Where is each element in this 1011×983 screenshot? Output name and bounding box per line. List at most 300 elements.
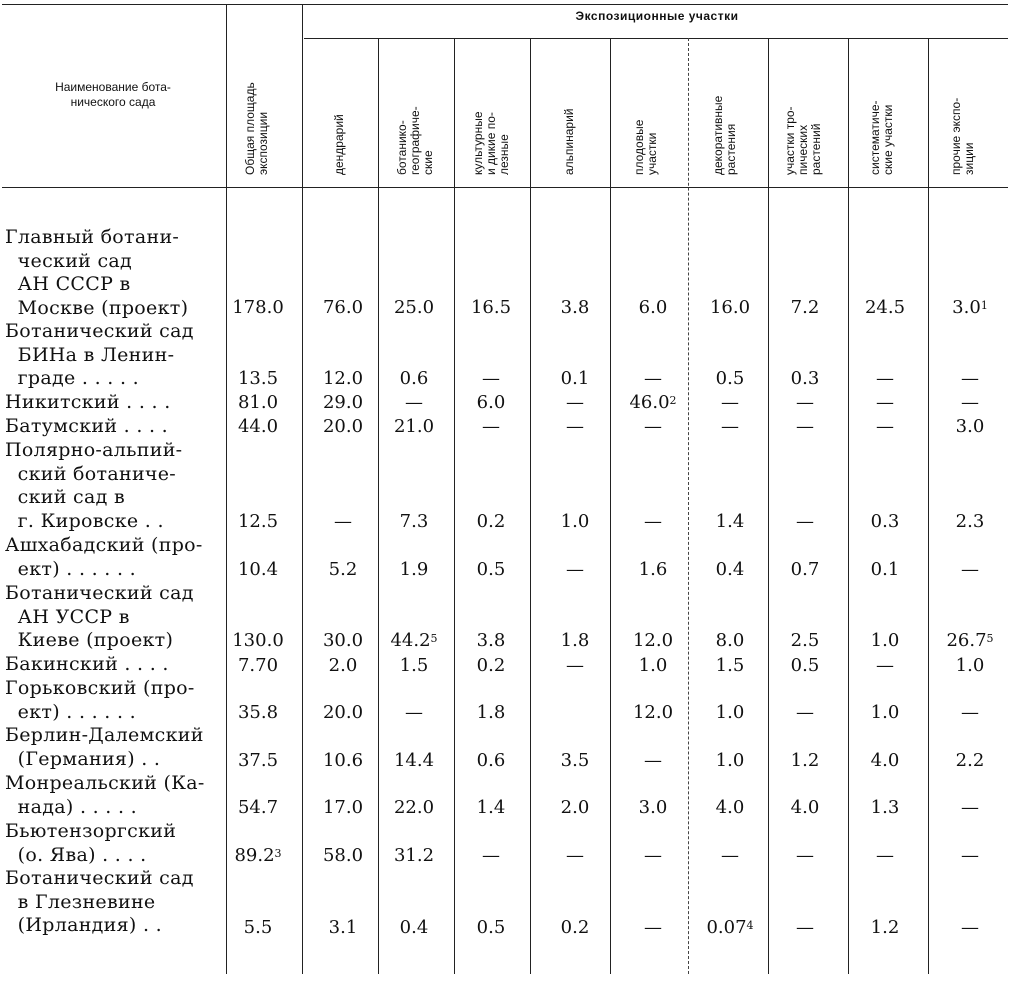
table-cell [306, 393, 380, 413]
cell-value: — [876, 655, 894, 676]
cell-value: — [644, 845, 662, 866]
cell-value: 1.2 [870, 917, 900, 938]
col-divider-6 [610, 38, 611, 974]
table-cell [377, 631, 451, 651]
cell-value: — [721, 845, 739, 866]
cell-value: 46.0 [629, 392, 670, 413]
cell-value: 7.2 [790, 297, 820, 318]
table-cell [221, 798, 295, 818]
table-cell [933, 298, 1007, 318]
table-cell [221, 298, 295, 318]
table-cell [454, 417, 528, 437]
table-cell [616, 798, 690, 818]
cell-value: 1.0 [560, 511, 590, 532]
table-cell [933, 751, 1007, 771]
cell-value: 0.3 [870, 511, 900, 532]
table-cell [454, 369, 528, 389]
cell-value: 12.0 [632, 630, 674, 651]
cell-value: 3.0 [952, 297, 981, 318]
section-header-botgeo: ботанико- географиче- ские [395, 106, 435, 175]
total-area-header: Общая площадь экспозиции [243, 82, 270, 175]
table-cell [693, 417, 767, 437]
cell-value: — [961, 559, 979, 580]
table-cell [933, 560, 1007, 580]
cell-value: — [876, 845, 894, 866]
cell-value: 130.0 [232, 630, 284, 651]
cell-value: 2.2 [955, 750, 985, 771]
header-bottom-rule [2, 187, 1008, 188]
table-cell [538, 393, 612, 413]
cell-value: — [796, 392, 814, 413]
cell-value: 7.70 [237, 655, 279, 676]
cell-value: 6.0 [638, 297, 668, 318]
cell-value: 10.6 [322, 750, 364, 771]
table-cell [848, 560, 922, 580]
table-cell [768, 369, 842, 389]
section-header-tropical: участки тро- пических растений [783, 106, 823, 175]
table-cell [933, 846, 1007, 866]
table-cell [616, 751, 690, 771]
cell-value: 1.0 [870, 630, 900, 651]
table-cell [848, 798, 922, 818]
cell-value: — [721, 392, 739, 413]
cell-value: 21.0 [393, 416, 435, 437]
table-cell [693, 751, 767, 771]
cell-value: 0.2 [560, 917, 590, 938]
cell-value: 6.0 [476, 392, 506, 413]
cell-value: 1.5 [399, 655, 429, 676]
garden-name-ashkhabad: Ашхабадский (про- ект) . . . . . . [5, 534, 203, 580]
garden-name-buitenzorg: Бьютензоргский (о. Ява) . . . . [5, 820, 177, 866]
table-cell [221, 369, 295, 389]
table-cell [693, 703, 767, 723]
table-cell [538, 369, 612, 389]
table-cell [306, 656, 380, 676]
cell-value: 4.0 [790, 797, 820, 818]
cell-value: — [334, 511, 352, 532]
cell-value: 5.2 [328, 559, 358, 580]
table-cell [693, 298, 767, 318]
table-cell [768, 631, 842, 651]
cell-value: 1.0 [870, 702, 900, 723]
table-cell [848, 298, 922, 318]
table-cell [616, 846, 690, 866]
cell-value: 22.0 [393, 797, 435, 818]
col-divider-1 [226, 4, 227, 974]
table-cell [454, 393, 528, 413]
garden-name-batumi: Батумский . . . . [5, 415, 169, 437]
table-cell [933, 631, 1007, 651]
col-divider-2 [302, 4, 303, 974]
table-cell [848, 512, 922, 532]
table-cell [848, 369, 922, 389]
cell-value: — [482, 845, 500, 866]
table-cell [377, 656, 451, 676]
table-cell [306, 560, 380, 580]
cell-value: — [961, 917, 979, 938]
table-cell [848, 393, 922, 413]
table-cell [933, 918, 1007, 938]
table-cell [221, 918, 295, 938]
table-cell [768, 798, 842, 818]
footnote-mark: 1 [980, 299, 988, 312]
cell-value: 1.0 [955, 655, 985, 676]
cell-value: — [566, 559, 584, 580]
cell-value: 25.0 [393, 297, 435, 318]
table-cell [933, 703, 1007, 723]
table-cell [377, 846, 451, 866]
section-header-alpinarium: альпинарий [562, 108, 576, 175]
footnote-mark: 5 [430, 632, 438, 645]
cell-value: 12.5 [237, 511, 279, 532]
table-cell [848, 918, 922, 938]
table-cell [693, 631, 767, 651]
cell-value: — [961, 368, 979, 389]
col-divider-7 [688, 38, 689, 974]
cell-value: — [644, 750, 662, 771]
section-header-other: прочие экспо- зиции [949, 97, 976, 175]
table-cell [221, 751, 295, 771]
cell-value: 4.0 [870, 750, 900, 771]
cell-value: — [644, 368, 662, 389]
table-cell [768, 393, 842, 413]
section-header-dendrarium: дендрарий [332, 114, 346, 175]
section-header-decorative: декоративные растения [711, 95, 738, 175]
table-cell [933, 417, 1007, 437]
cell-value: 0.3 [790, 368, 820, 389]
cell-value: 44.2 [390, 630, 431, 651]
table-cell [221, 846, 295, 866]
table-cell [933, 393, 1007, 413]
cell-value: 35.8 [237, 702, 279, 723]
table-cell [221, 560, 295, 580]
cell-value: 3.8 [560, 297, 590, 318]
garden-name-gorky: Горьковский (про- ект) . . . . . . [5, 677, 195, 723]
table-cell [616, 918, 690, 938]
cell-value: — [721, 416, 739, 437]
cell-value: 0.4 [399, 917, 429, 938]
col-divider-5 [530, 38, 531, 974]
cell-value: 1.6 [638, 559, 668, 580]
cell-value: — [482, 368, 500, 389]
table-cell [454, 631, 528, 651]
table-cell [454, 798, 528, 818]
footnote-mark: 2 [669, 394, 677, 407]
table-cell [306, 417, 380, 437]
cell-value: 0.6 [476, 750, 506, 771]
table-cell [616, 703, 690, 723]
garden-name-berlin: Берлин-Далемский (Германия) . . [5, 724, 204, 770]
cell-value: 2.5 [790, 630, 820, 651]
table-cell [377, 393, 451, 413]
cell-value: 17.0 [322, 797, 364, 818]
cell-value: 14.4 [393, 750, 435, 771]
table-cell [693, 369, 767, 389]
cell-value: — [876, 368, 894, 389]
cell-value: 0.1 [560, 368, 590, 389]
garden-name-nikitsky: Никитский . . . . [5, 391, 171, 413]
table-cell [306, 798, 380, 818]
col-divider-3 [378, 38, 379, 974]
table-cell [538, 656, 612, 676]
garden-name-kirovsk: Полярно-альпий- ский ботаниче- ский сад в г. Кировске . . [5, 439, 183, 532]
table-cell [538, 417, 612, 437]
table-cell [538, 798, 612, 818]
cell-value: 1.9 [399, 559, 429, 580]
cell-value: — [566, 845, 584, 866]
cell-value: 0.6 [399, 368, 429, 389]
table-cell [306, 751, 380, 771]
cell-value: 3.1 [328, 917, 358, 938]
cell-value: 31.2 [393, 845, 435, 866]
cell-value: — [644, 511, 662, 532]
table-cell [848, 631, 922, 651]
table-cell [693, 393, 767, 413]
table-cell [377, 560, 451, 580]
cell-value: 8.0 [715, 630, 745, 651]
section-header-systematic: систематиче- ские участки [868, 100, 895, 175]
table-cell [454, 703, 528, 723]
cell-value: 10.4 [237, 559, 279, 580]
table-cell [454, 656, 528, 676]
cell-value: — [796, 511, 814, 532]
table-cell [538, 846, 612, 866]
table-cell [377, 703, 451, 723]
cell-value: 13.5 [237, 368, 279, 389]
cell-value: 1.8 [560, 630, 590, 651]
cell-value: 20.0 [322, 702, 364, 723]
footnote-mark: 5 [986, 632, 994, 645]
cell-value: — [961, 702, 979, 723]
cell-value: — [405, 392, 423, 413]
cell-value: — [796, 917, 814, 938]
table-cell [306, 918, 380, 938]
table-cell [848, 656, 922, 676]
table-cell [454, 560, 528, 580]
table-cell [454, 751, 528, 771]
cell-value: 3.0 [638, 797, 668, 818]
group-header-rule [304, 38, 1008, 39]
cell-value: — [405, 702, 423, 723]
table-cell [306, 703, 380, 723]
table-cell [768, 703, 842, 723]
table-cell [538, 298, 612, 318]
cell-value: — [566, 392, 584, 413]
cell-value: 2.0 [560, 797, 590, 818]
table-cell [768, 417, 842, 437]
cell-value: — [566, 416, 584, 437]
group-header: Экспозиционные участки [575, 9, 739, 23]
table-cell [377, 751, 451, 771]
table-cell [538, 560, 612, 580]
cell-value: 20.0 [322, 416, 364, 437]
cell-value: 30.0 [322, 630, 364, 651]
table-cell [693, 846, 767, 866]
table-cell [848, 846, 922, 866]
table-cell [933, 512, 1007, 532]
col-divider-10 [928, 38, 929, 974]
cell-value: 3.0 [955, 416, 985, 437]
table-cell [306, 369, 380, 389]
cell-value: 29.0 [322, 392, 364, 413]
name-column-header: Наименование бота- нического сада [55, 80, 171, 109]
table-cell [616, 560, 690, 580]
cell-value: 7.3 [399, 511, 429, 532]
table-cell [616, 417, 690, 437]
table-cell [538, 512, 612, 532]
table-cell [933, 798, 1007, 818]
cell-value: 76.0 [322, 297, 364, 318]
garden-name-moscow: Главный ботани- ческий сад АН СССР в Москве (проект) [5, 226, 189, 319]
cell-value: — [644, 416, 662, 437]
cell-value: 16.5 [470, 297, 512, 318]
cell-value: 26.7 [946, 630, 987, 651]
table-cell [221, 656, 295, 676]
cell-value: 0.2 [476, 655, 506, 676]
cell-value: 0.5 [790, 655, 820, 676]
table-cell [933, 656, 1007, 676]
table-cell [377, 417, 451, 437]
table-cell [848, 751, 922, 771]
table-cell [538, 751, 612, 771]
table-top-rule [2, 4, 1008, 5]
table-cell [616, 393, 690, 413]
table-cell [221, 631, 295, 651]
cell-value: 24.5 [864, 297, 906, 318]
cell-value: — [482, 416, 500, 437]
cell-value: — [644, 917, 662, 938]
cell-value: 0.1 [870, 559, 900, 580]
cell-value: — [796, 845, 814, 866]
cell-value: — [961, 392, 979, 413]
table-cell [306, 298, 380, 318]
table-cell [768, 751, 842, 771]
cell-value: 37.5 [237, 750, 279, 771]
garden-name-baku: Бакинский . . . . [5, 653, 169, 675]
table-cell [221, 393, 295, 413]
cell-value: 12.0 [632, 702, 674, 723]
cell-value: — [961, 845, 979, 866]
table-cell [377, 798, 451, 818]
table-cell [693, 560, 767, 580]
table-cell [693, 656, 767, 676]
table-cell [454, 512, 528, 532]
table-cell [616, 656, 690, 676]
table-cell [454, 846, 528, 866]
table-cell [377, 369, 451, 389]
table-cell [616, 298, 690, 318]
footnote-mark: 3 [274, 847, 282, 860]
table-cell [848, 703, 922, 723]
cell-value: 0.4 [715, 559, 745, 580]
cell-value: 89.2 [234, 845, 275, 866]
table-cell [377, 298, 451, 318]
table-cell [768, 846, 842, 866]
garden-name-leningrad: Ботанический сад БИНа в Ленин- граде . . . . . [5, 320, 194, 390]
table-cell [306, 846, 380, 866]
cell-value: 0.5 [476, 559, 506, 580]
cell-value: 3.5 [560, 750, 590, 771]
cell-value: — [566, 655, 584, 676]
cell-value: 1.3 [870, 797, 900, 818]
section-header-fruit: плодовые участки [632, 119, 659, 175]
cell-value: 54.7 [237, 797, 279, 818]
table-cell [538, 918, 612, 938]
table-cell [768, 656, 842, 676]
table-cell [454, 298, 528, 318]
table-cell [538, 631, 612, 651]
cell-value: 12.0 [322, 368, 364, 389]
cell-value: 16.0 [709, 297, 751, 318]
table-cell [768, 512, 842, 532]
cell-value: 1.8 [476, 702, 506, 723]
cell-value: — [876, 416, 894, 437]
table-cell [306, 631, 380, 651]
garden-name-glasnevin: Ботанический сад в Глезневине (Ирландия) . . [5, 867, 194, 937]
table-cell [693, 512, 767, 532]
cell-value: 1.2 [790, 750, 820, 771]
table-cell [616, 369, 690, 389]
cell-value: 0.07 [706, 917, 747, 938]
cell-value: 5.5 [243, 917, 273, 938]
section-header-useful: культурные и дикие по- лезные [471, 111, 511, 175]
cell-value: 0.7 [790, 559, 820, 580]
cell-value: 0.2 [476, 511, 506, 532]
table-cell [933, 369, 1007, 389]
cell-value: 3.8 [476, 630, 506, 651]
table-cell [693, 918, 767, 938]
table-cell [768, 918, 842, 938]
cell-value: 1.4 [715, 511, 745, 532]
garden-name-kiev: Ботанический сад АН УССР в Киеве (проект) [5, 582, 194, 652]
table-cell [221, 512, 295, 532]
footnote-mark: 4 [746, 919, 754, 932]
cell-value: 4.0 [715, 797, 745, 818]
cell-value: — [796, 702, 814, 723]
col-divider-8 [768, 38, 769, 974]
cell-value: — [796, 416, 814, 437]
table-cell [768, 560, 842, 580]
cell-value: 44.0 [237, 416, 279, 437]
table-cell [616, 512, 690, 532]
table-cell [454, 918, 528, 938]
garden-name-montreal: Монреальский (Ка- нада) . . . . . [5, 772, 205, 818]
table-cell [616, 631, 690, 651]
cell-value: 2.0 [328, 655, 358, 676]
cell-value: 2.3 [955, 511, 985, 532]
cell-value: 0.5 [715, 368, 745, 389]
cell-value: 178.0 [232, 297, 284, 318]
cell-value: 1.5 [715, 655, 745, 676]
table-cell [306, 512, 380, 532]
cell-value: 1.0 [715, 750, 745, 771]
cell-value: 58.0 [322, 845, 364, 866]
cell-value: 1.0 [638, 655, 668, 676]
cell-value: 1.0 [715, 702, 745, 723]
table-cell [221, 703, 295, 723]
cell-value: 81.0 [237, 392, 279, 413]
table-cell [377, 512, 451, 532]
cell-value: 1.4 [476, 797, 506, 818]
cell-value: — [876, 392, 894, 413]
table-cell [377, 918, 451, 938]
table-cell [693, 798, 767, 818]
table-cell [848, 417, 922, 437]
cell-value: — [961, 797, 979, 818]
col-divider-9 [848, 38, 849, 974]
cell-value: 0.5 [476, 917, 506, 938]
table-cell [221, 417, 295, 437]
